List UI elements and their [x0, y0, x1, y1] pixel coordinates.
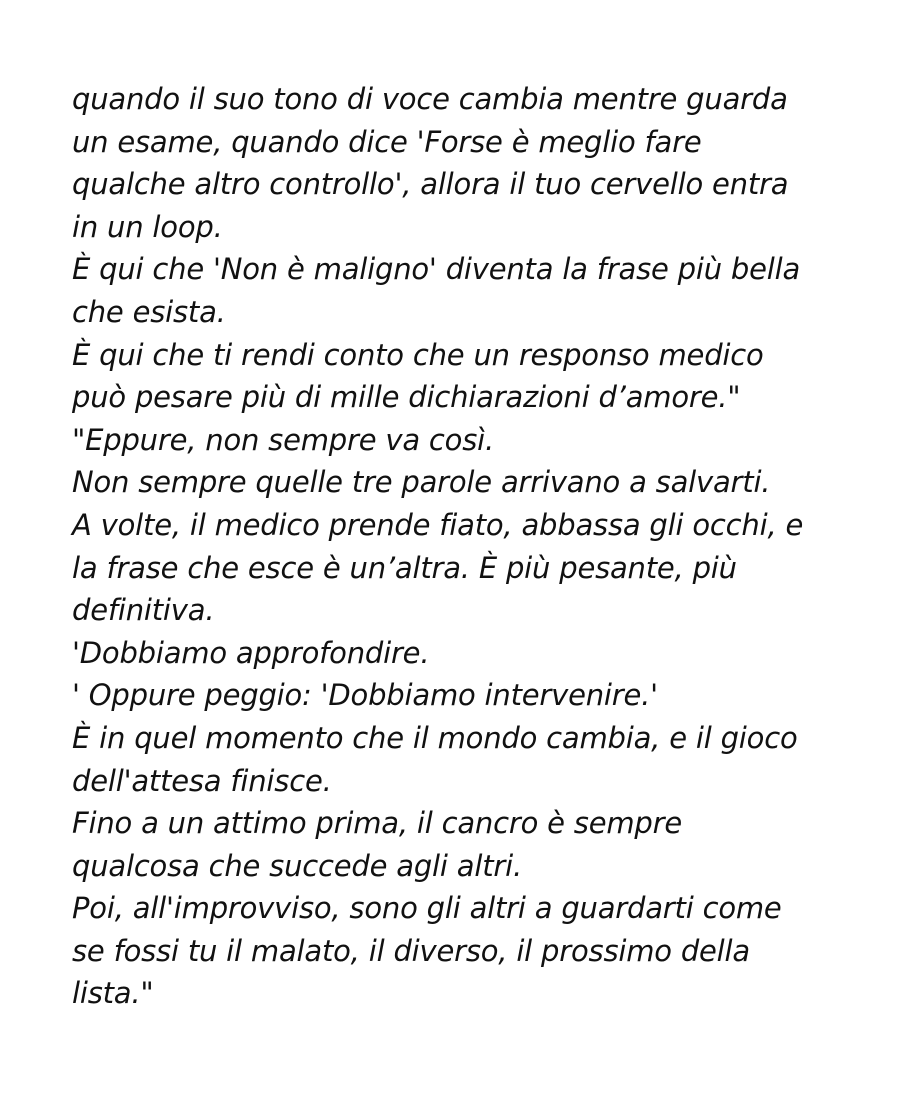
- text-line: Poi, all'improvviso, sono gli altri a guardarti come: [72, 891, 782, 926]
- text-line: È qui che 'Non è maligno' diventa la frase più bella: [72, 252, 801, 287]
- text-line: in un loop.: [72, 209, 223, 244]
- text-line: che esista.: [72, 294, 226, 329]
- text-line: lista.": [72, 976, 154, 1011]
- text-line: dell'attesa finisce.: [72, 763, 332, 798]
- text-line: Non sempre quelle tre parole arrivano a salvarti.: [72, 465, 771, 500]
- text-line: quando il suo tono di voce cambia mentre guarda: [72, 82, 788, 116]
- text-line: definitiva.: [72, 593, 215, 628]
- text-line: se fossi tu il malato, il diverso, il prossimo della: [72, 933, 750, 968]
- text-line: un esame, quando dice 'Forse è meglio fare: [72, 124, 702, 159]
- text-line: È qui che ti rendi conto che un responso medico: [72, 337, 764, 372]
- text-line: A volte, il medico prende fiato, abbassa gli occhi, e: [72, 507, 804, 542]
- text-line: È in quel momento che il mondo cambia, e il gioco: [72, 720, 798, 755]
- text-line: Fino a un attimo prima, il cancro è sempre: [72, 806, 682, 841]
- text-line: qualcosa che succede agli altri.: [72, 848, 522, 883]
- text-line: "Eppure, non sempre va così.: [72, 422, 494, 457]
- text-line: ' Oppure peggio: 'Dobbiamo intervenire.': [72, 678, 658, 713]
- text-line: la frase che esce è un’altra. È più pesante, più: [72, 550, 737, 585]
- text-line: 'Dobbiamo approfondire.: [72, 635, 430, 670]
- text-line: qualche altro controllo', allora il tuo cervello entra: [72, 167, 789, 202]
- text-body: [72, 78, 862, 1015]
- text-line: può pesare più di mille dichiarazioni d’amore.": [72, 380, 741, 415]
